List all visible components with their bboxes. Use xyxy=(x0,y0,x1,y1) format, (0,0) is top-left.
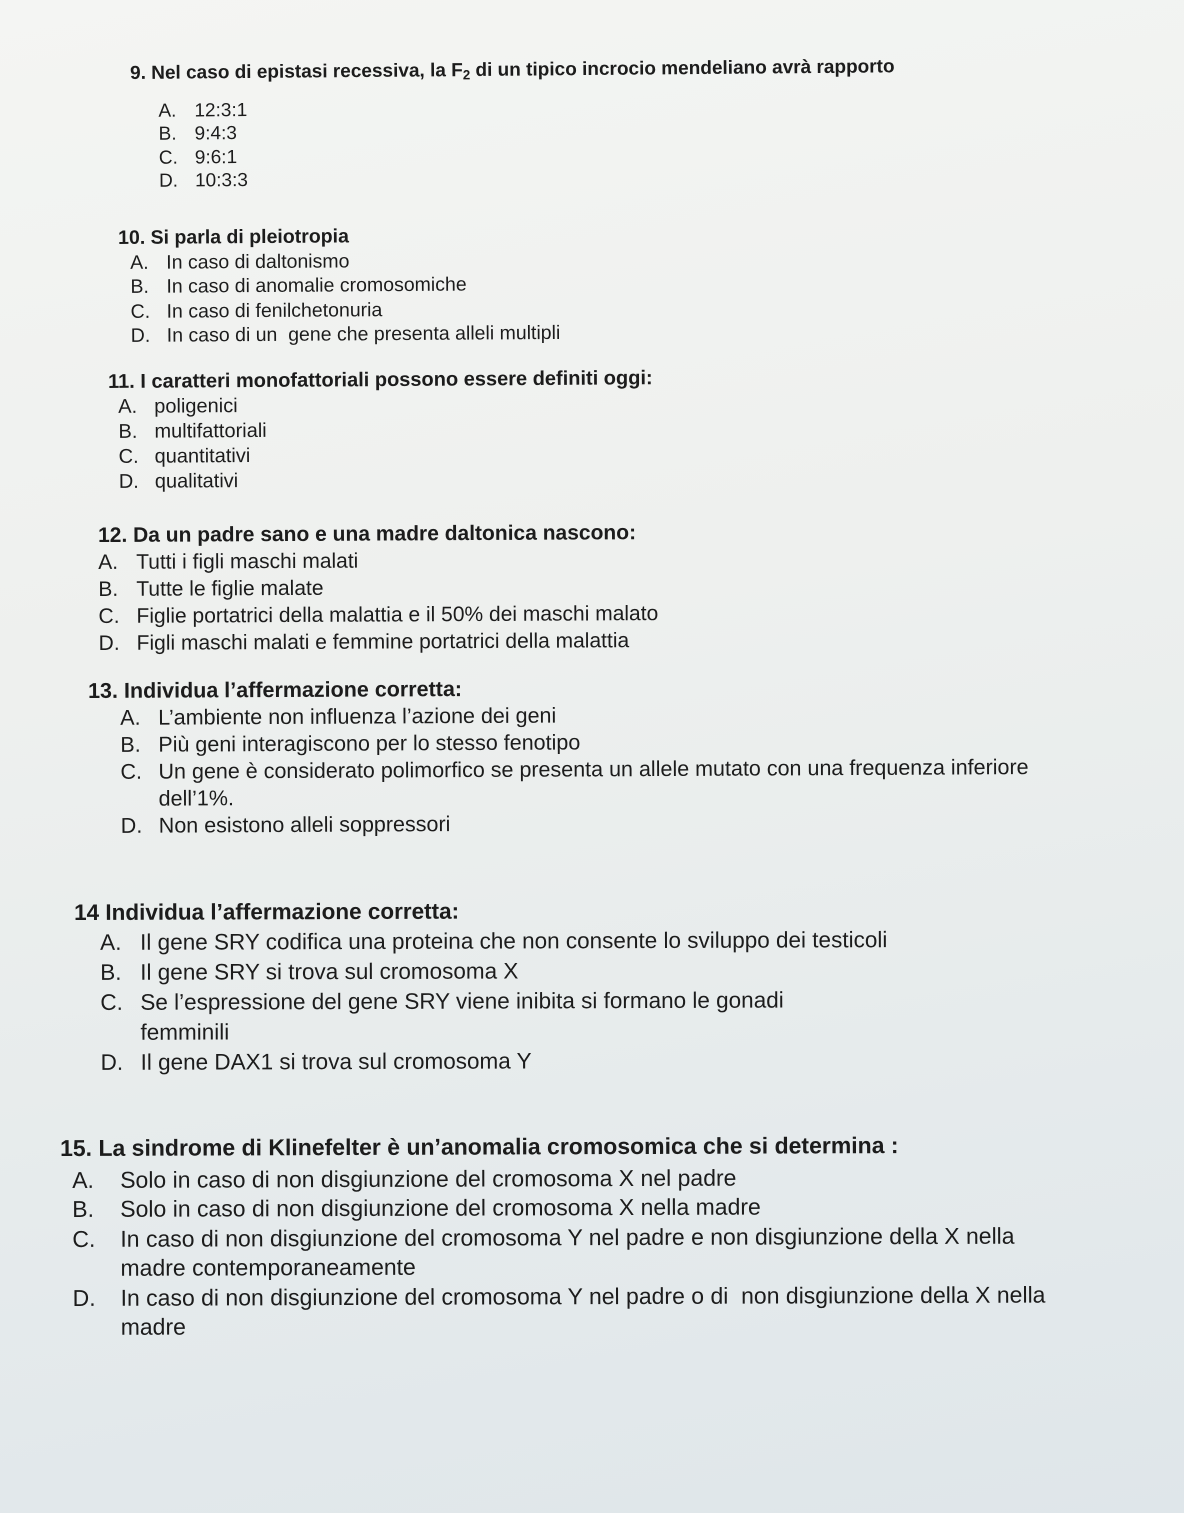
question-12 xyxy=(98,519,658,657)
question-title: 14 Individua l’affermazione corretta: xyxy=(74,898,460,925)
option-c: C. In caso di fenilchetonuria xyxy=(130,298,383,323)
option-b: B. Più geni interagiscono per lo stesso fenotipo xyxy=(120,730,581,757)
option-b: B. Solo in caso di non disgiunzione del cromosoma X nella madre xyxy=(72,1193,761,1222)
options-list xyxy=(158,93,895,193)
options-list xyxy=(118,391,653,495)
option-c: C. Se l’espressione del gene SRY viene inibita si formano le gonadi xyxy=(100,987,784,1015)
question-title: 12. Da un padre sano e una madre daltonica nascono: xyxy=(98,521,637,547)
option-c: C. Figlie portatrici della malattia e il 50% dei maschi malato xyxy=(98,602,659,628)
question-11 xyxy=(108,366,653,495)
option-c: C. 9:6:1 xyxy=(158,146,238,169)
options-list xyxy=(98,546,658,657)
option-c: C. In caso di non disgiunzione del cromosoma Y nel padre e non disgiunzione della X nella xyxy=(72,1222,1015,1252)
option-c-continuation: dell’1%. xyxy=(158,786,234,811)
question-14 xyxy=(74,895,888,1078)
option-d: D. Non esistono alleli soppressori xyxy=(120,812,451,838)
option-b: B. 9:4:3 xyxy=(158,123,237,146)
option-b: B. Il gene SRY si trova sul cromosoma X xyxy=(100,958,519,985)
option-c: C. Un gene è considerato polimorfico se presenta un allele mutato con una frequenza inferiore xyxy=(120,755,1029,784)
option-d: D. Figli maschi malati e femmine portatrici della malattia xyxy=(98,629,630,655)
option-d-continuation: madre xyxy=(120,1313,186,1340)
option-c-continuation: madre contemporaneamente xyxy=(120,1253,416,1281)
question-10 xyxy=(118,223,560,349)
options-list xyxy=(72,1162,1045,1342)
option-d: D. In caso di non disgiunzione del cromosoma Y nel padre o di non disgiunzione della X nella xyxy=(72,1281,1046,1311)
option-a: A. Tutti i figli maschi malati xyxy=(98,549,359,574)
option-a: A. L’ambiente non influenza l’azione dei geni xyxy=(120,703,557,730)
question-title: 10. Si parla di pleiotropia xyxy=(118,225,349,249)
option-d: D. Il gene DAX1 si trova sul cromosoma Y xyxy=(100,1048,532,1075)
question-title: 9. Nel caso di epistasi recessiva, la $F_2$ di un tipico incrocio mendeliano avrà rapporto xyxy=(130,56,895,84)
question-9 xyxy=(130,55,896,193)
option-d: D. In caso di un gene che presenta alleli multipli xyxy=(130,321,561,347)
options-list xyxy=(130,247,560,348)
options-list xyxy=(120,700,1029,840)
options-list xyxy=(100,925,888,1078)
question-title: 13. Individua l’affermazione corretta: xyxy=(88,677,463,703)
option-d: D. 10:3:3 xyxy=(158,170,248,193)
option-b: B. In caso di anomalie cromosomiche xyxy=(130,273,467,298)
option-a: A. Solo in caso di non disgiunzione del cromosoma X nel padre xyxy=(72,1164,737,1193)
option-a: A. Il gene SRY codifica una proteina che non consente lo sviluppo dei testicoli xyxy=(100,927,888,955)
option-d: D. qualitativi xyxy=(118,470,239,493)
question-13 xyxy=(88,673,1029,840)
option-a: A. In caso di daltonismo xyxy=(130,249,350,274)
option-a: A. poligenici xyxy=(118,395,238,418)
question-title: 11. I caratteri monofattoriali possono essere definiti oggi: xyxy=(108,367,653,393)
option-c: C. quantitativi xyxy=(118,445,251,468)
question-15 xyxy=(60,1131,1046,1343)
option-a: A. 12:3:1 xyxy=(158,99,248,122)
question-title: 15. La sindrome di Klinefelter è un’anomalia cromosomica che si determina : xyxy=(60,1132,899,1161)
option-b: B. multifattoriali xyxy=(118,419,267,443)
option-b: B. Tutte le figlie malate xyxy=(98,576,324,601)
option-c-continuation: femminili xyxy=(140,1019,230,1045)
